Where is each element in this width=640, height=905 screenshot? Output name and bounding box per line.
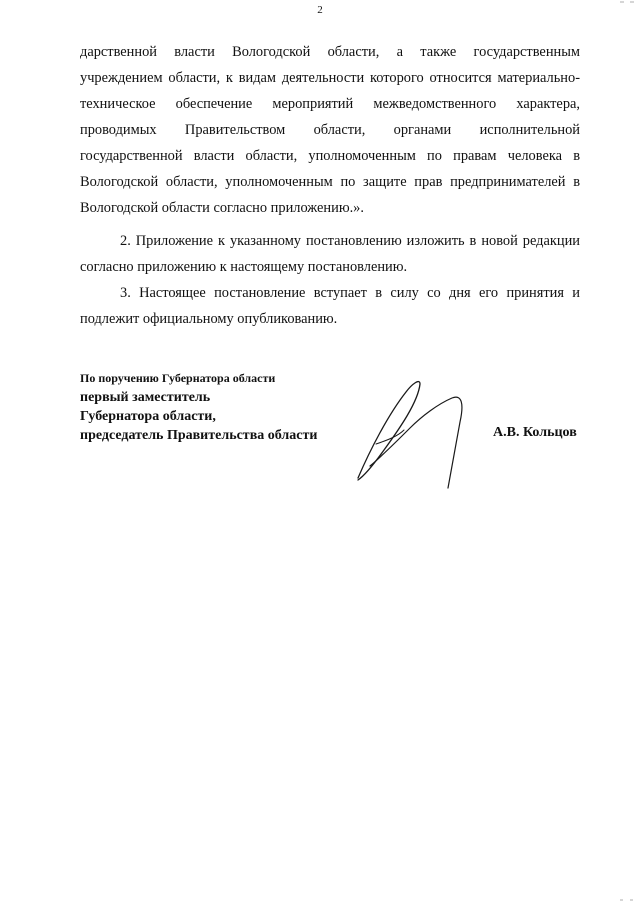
paragraph-item-2: 2. Приложение к указанному постановлению изложить в новой редакции согласно приложению к настоящему постановлению. (80, 233, 580, 275)
signatory-position-block (80, 369, 317, 445)
scan-edge-mark-bottom (618, 897, 638, 903)
handwritten-signature (340, 370, 490, 500)
signatory-line-2: первый заместитель (80, 390, 211, 405)
page-number: 2 (317, 4, 323, 16)
signer-name: А.В. Кольцов (493, 425, 577, 440)
signatory-line-1: По поручению Губернатора области (80, 371, 276, 385)
signatory-line-3: Губернатора области, (80, 409, 216, 424)
paragraph-continuation: дарственной власти Вологодской области, а также государственным учреждением области, к видам деятельности которого относится материально-техническое обеспечение мероприятий межведомственного характера, проводимых Правительством области, органами исполнительной государственной власти области, уполномоченным по правам человека в Вологодской области, уполномоченным по защите прав предпринимателей в Вологодской области согласно приложению.». (80, 44, 580, 216)
paragraph-item-3: 3. Настоящее постановление вступает в силу со дня его принятия и подлежит официальному опубликованию. (80, 285, 580, 327)
scan-edge-mark-top (618, 0, 638, 6)
signatory-line-4: председатель Правительства области (80, 428, 318, 443)
